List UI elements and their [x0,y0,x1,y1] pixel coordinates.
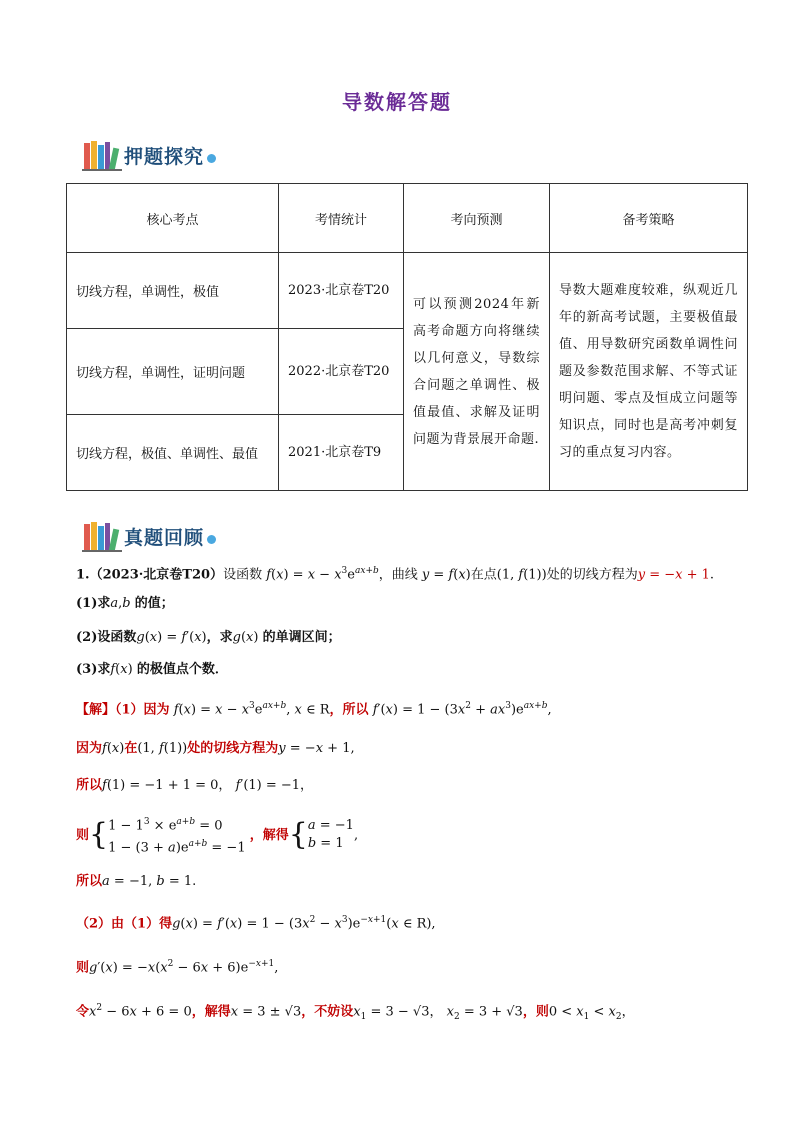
core-point-cell: 切线方程，极值、单调性、最值 [67,415,279,491]
problem-part-2: (2)设函数g(x) = f′(x)，求g(x) 的单调区间； [76,630,341,645]
dot-icon [207,154,216,163]
solution-line-5: 所以a = −1, b = 1. [76,874,197,889]
solution-line-7: 则$g'(x) = -x(x^2 - 6x + 6)e^{-x+1}$, [76,959,279,976]
problem-part-3: (3)求f(x) 的极值点个数． [76,662,228,677]
problem-stem: 1.（2023·北京卷T20）设函数 $f(x) = x - x^3e^{ax+b}$，曲线 y = f(x)在点(1, f(1))处的切线方程为y = −x + 1. [76,566,715,583]
solution-line-4: 则{$1 - 1^3 \times e^{a+b} = 0$ $1 - (3 + a)e^{a+b} = -1$ ，解得{a = −1 b = 1, [76,817,359,856]
section-title-explore: 押题探究 [124,145,205,168]
books-icon [82,520,122,552]
section-header-explore [82,138,216,172]
books-icon [82,139,122,171]
forecast-cell: 可以预测2024年新高考命题方向将继续以几何意义，导数综合问题之单调性、极值最值、求解及证明问题为背景展开命题. [404,253,550,491]
stat-cell: 2023·北京卷T20 [279,253,404,329]
table-header-row [67,184,748,253]
core-point-cell: 切线方程，单调性，证明问题 [67,329,279,415]
exam-table [66,183,748,491]
header-core-point: 核心考点 [67,184,279,253]
strategy-cell: 导数大题难度较难，纵观近几年的新高考试题，主要极值最值、用导数研究函数单调性问题及参数范围求解、不等式证明问题、零点及恒成立问题等知识点，同时也是高考冲刺复习的重点复习内容。 [550,253,748,491]
solution-line-6: （2）由（1）得$g(x) = f'(x) = 1 - (3x^2 - x^3)e^{-x+1}(x$ ∈ R), [76,915,436,932]
solution-line-8: 令$x^2 - 6x + 6 = 0$，解得x = 3 ± √3，不妨设$x_1 = 3 - √3$， $x_2 = 3 + √3$，则$0 < x_1 < x_2$， [76,1003,635,1022]
header-strategy: 备考策略 [550,184,748,253]
header-stat: 考情统计 [279,184,404,253]
solution-line-1: 【解】（1）因为 $f(x) = x - x^3e^{ax+b}$, x ∈ R，所以 $f'(x) = 1 - (3x^2 + ax^3)e^{ax+b}$, [76,701,552,718]
header-forecast: 考向预测 [404,184,550,253]
solution-line-3: 所以f(1) = −1 + 1 = 0， f′(1) = −1， [76,778,314,793]
section-title-review: 真题回顾 [124,526,205,549]
section-header-review [82,519,216,553]
page-title: 导数解答题 [342,90,452,114]
solution-line-2: 因为f(x)在(1, f(1))处的切线方程为y = −x + 1, [76,741,355,756]
dot-icon [207,535,216,544]
stat-cell: 2022·北京卷T20 [279,329,404,415]
core-point-cell: 切线方程，单调性，极值 [67,253,279,329]
problem-part-1: (1)求a,b 的值； [76,596,174,611]
stat-cell: 2021·北京卷T9 [279,415,404,491]
table-row [67,253,748,329]
